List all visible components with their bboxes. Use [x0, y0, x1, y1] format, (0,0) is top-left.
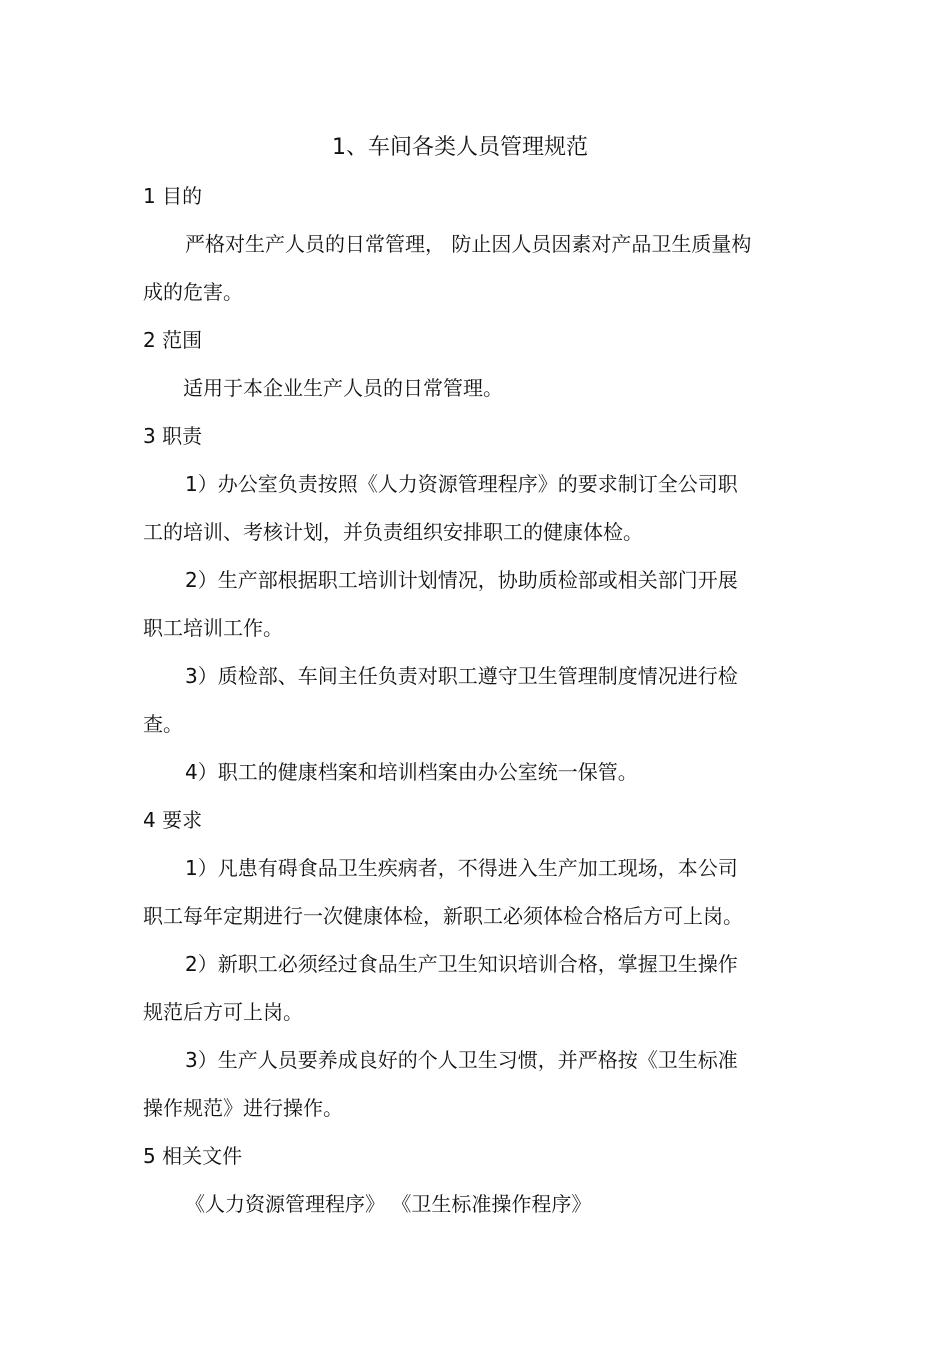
paragraph-line: 工的培训、考核计划，并负责组织安排职工的健康体检。 — [143, 520, 643, 544]
section-heading-related-documents: 5 相关文件 — [143, 1144, 243, 1168]
section-heading-responsibilities: 3 职责 — [143, 424, 203, 448]
paragraph-line: 1）办公室负责按照《人力资源管理程序》的要求制订全公司职 — [185, 472, 738, 496]
paragraph-line: 3）质检部、车间主任负责对职工遵守卫生管理制度情况进行检 — [185, 664, 738, 688]
section-heading-scope: 2 范围 — [143, 328, 203, 352]
document-title: 1、车间各类人员管理规范 — [332, 135, 588, 160]
related-documents-list: 《人力资源管理程序》 《卫生标准操作程序》 — [185, 1192, 592, 1216]
paragraph-line: 2）新职工必须经过食品生产卫生知识培训合格，掌握卫生操作 — [185, 952, 738, 976]
paragraph-line: 2）生产部根据职工培训计划情况，协助质检部或相关部门开展 — [185, 568, 738, 592]
paragraph-line: 操作规范》进行操作。 — [143, 1096, 343, 1120]
paragraph-line: 查。 — [143, 712, 183, 736]
paragraph-line: 规范后方可上岗。 — [143, 1000, 303, 1024]
paragraph-line: 严格对生产人员的日常管理， 防止因人员因素对产品卫生质量构 — [185, 232, 752, 256]
paragraph-line: 3）生产人员要养成良好的个人卫生习惯，并严格按《卫生标准 — [185, 1048, 738, 1072]
section-heading-purpose: 1 目的 — [143, 184, 203, 208]
paragraph-line: 4）职工的健康档案和培训档案由办公室统一保管。 — [185, 760, 638, 784]
section-heading-requirements: 4 要求 — [143, 808, 203, 832]
paragraph-line: 成的危害。 — [143, 280, 243, 304]
paragraph-line: 适用于本企业生产人员的日常管理。 — [183, 376, 503, 400]
paragraph-line: 职工培训工作。 — [143, 616, 283, 640]
paragraph-line: 职工每年定期进行一次健康体检，新职工必须体检合格后方可上岗。 — [143, 904, 743, 928]
paragraph-line: 1）凡患有碍食品卫生疾病者，不得进入生产加工现场，本公司 — [185, 856, 738, 880]
